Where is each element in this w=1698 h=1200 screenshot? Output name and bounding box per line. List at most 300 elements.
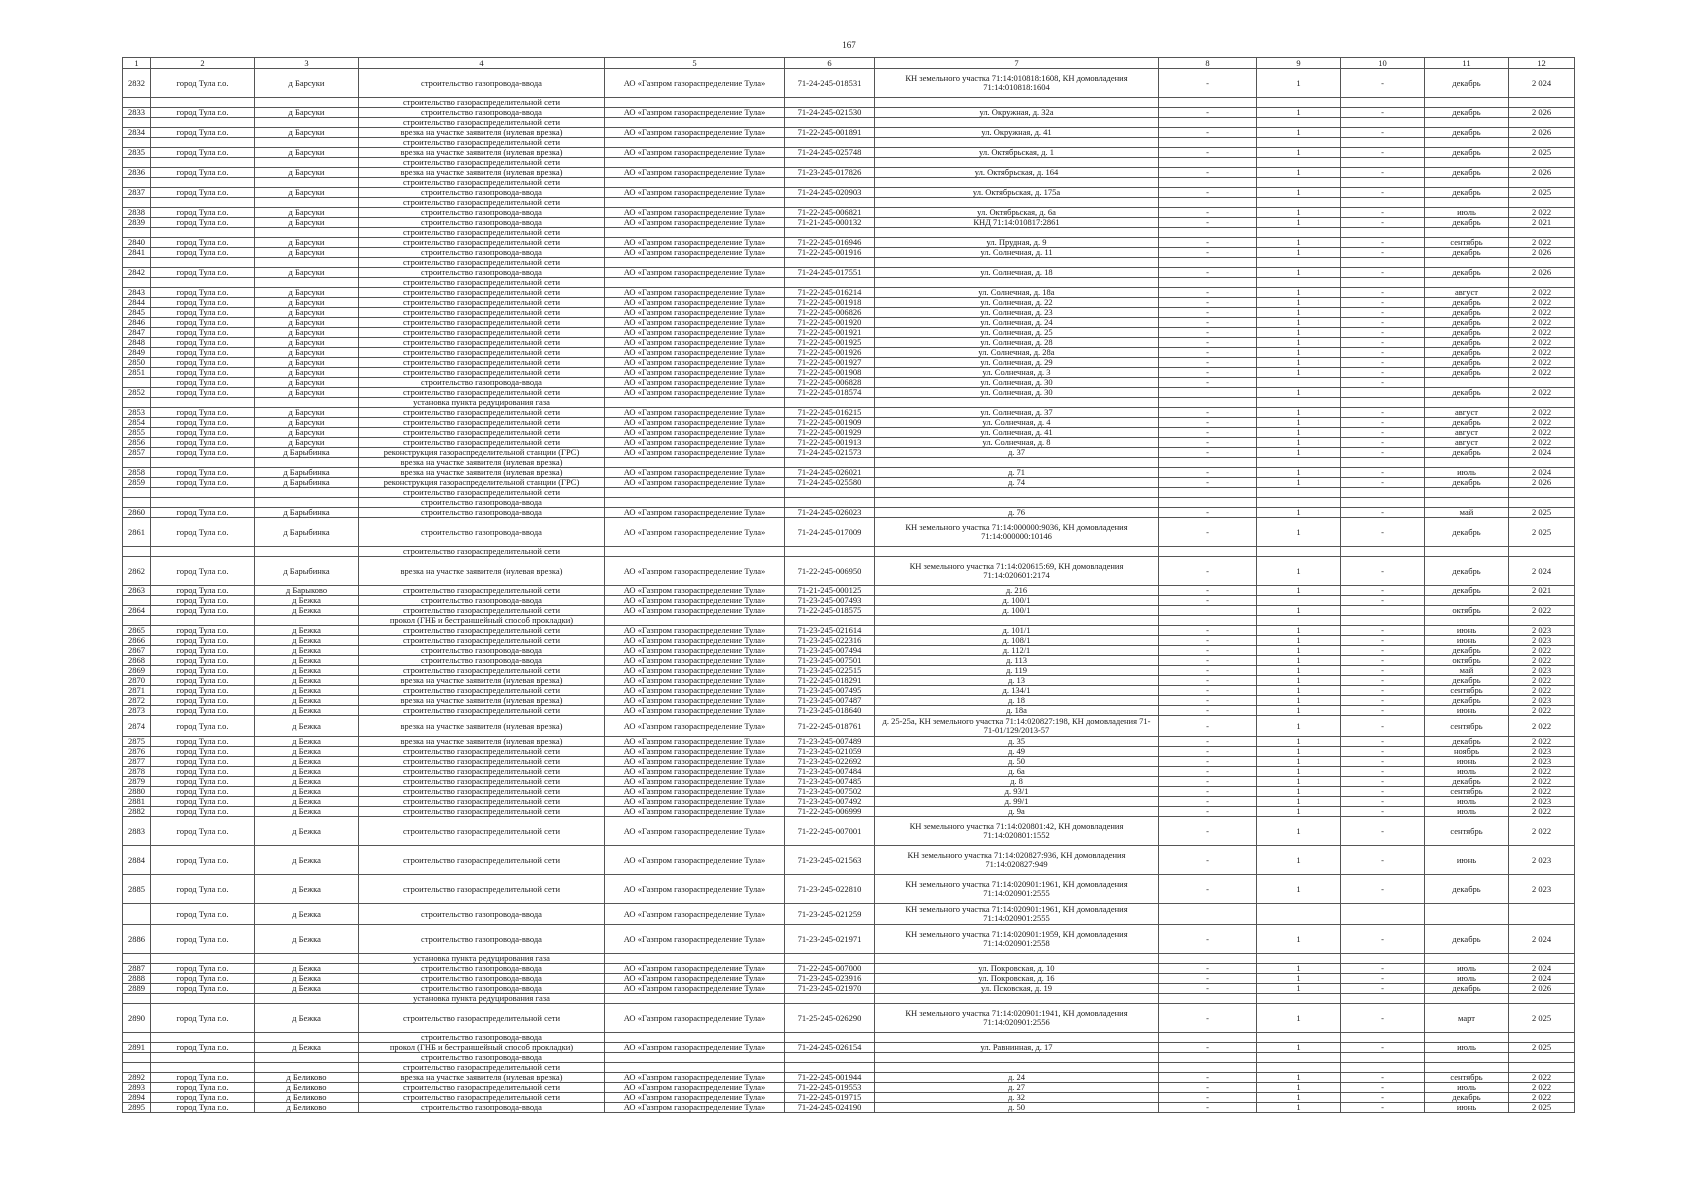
table-row (123, 428, 1575, 438)
table-row (123, 248, 1575, 258)
table-cell-col-4: строительство газораспределительной сети (359, 846, 605, 875)
table-cell-col-7: ул. Солнечная, д. 30 (875, 388, 1159, 398)
table-cell-col-12: 2 022 (1509, 358, 1575, 368)
table-cell-col-11: декабрь (1425, 218, 1509, 228)
table-row (123, 777, 1575, 787)
table-cell-col-8: - (1159, 737, 1257, 747)
table-cell-col-4: строительство газопровода-ввода (359, 378, 605, 388)
table-cell-col-11: декабрь (1425, 298, 1509, 308)
table-cell-col-6: 71-23-245-021563 (785, 846, 875, 875)
table-cell-col-4: врезка на участке заявителя (нулевая врезка) (359, 557, 605, 586)
table-cell-col-7 (875, 178, 1159, 188)
table-cell-col-5: АО «Газпром газораспределение Тула» (605, 557, 785, 586)
table-cell-col-11: декабрь (1425, 248, 1509, 258)
table-cell-col-8: - (1159, 478, 1257, 488)
table-cell-col-12: 2 022 (1509, 288, 1575, 298)
table-cell-col-4: врезка на участке заявителя (нулевая врезка) (359, 128, 605, 138)
table-cell-col-8 (1159, 458, 1257, 468)
table-cell-col-1 (123, 158, 151, 168)
table-cell-col-1: 2876 (123, 747, 151, 757)
table-cell-col-6: 71-22-245-001909 (785, 418, 875, 428)
table-cell-col-9: 1 (1257, 1103, 1341, 1113)
table-cell-col-2: город Тула г.о. (151, 448, 255, 458)
table-cell-col-11: декабрь (1425, 348, 1509, 358)
table-cell-col-12: 2 023 (1509, 636, 1575, 646)
table-cell-col-7: д. 216 (875, 586, 1159, 596)
table-cell-col-10: - (1341, 248, 1425, 258)
table-cell-col-7: д. 27 (875, 1083, 1159, 1093)
table-cell-col-8 (1159, 1063, 1257, 1073)
table-cell-col-1: 2882 (123, 807, 151, 817)
table-cell-col-12: 2 026 (1509, 108, 1575, 118)
table-cell-col-4: строительство газораспределительной сети (359, 747, 605, 757)
table-cell-col-5 (605, 198, 785, 208)
table-cell-col-1 (123, 616, 151, 626)
table-cell-col-12: 2 023 (1509, 747, 1575, 757)
table-cell-col-7: КН земельного участка 71:14:020901:1961, КН домовладения 71:14:020901:2555 (875, 904, 1159, 925)
table-cell-col-8 (1159, 158, 1257, 168)
table-cell-col-5 (605, 98, 785, 108)
table-cell-col-4: строительство газораспределительной сети (359, 298, 605, 308)
table-row (123, 388, 1575, 398)
table-cell-col-11 (1425, 158, 1509, 168)
table-cell-col-6 (785, 954, 875, 964)
table-cell-col-3: д Бежка (255, 904, 359, 925)
table-cell-col-3: д Бежка (255, 974, 359, 984)
table-cell-col-9: 1 (1257, 706, 1341, 716)
table-cell-col-2: город Тула г.о. (151, 308, 255, 318)
table-cell-col-10: - (1341, 636, 1425, 646)
table-cell-col-5: АО «Газпром газораспределение Тула» (605, 606, 785, 616)
table-cell-col-8: - (1159, 518, 1257, 547)
table-cell-col-12: 2 022 (1509, 318, 1575, 328)
table-cell-col-3: д Барсуки (255, 298, 359, 308)
table-cell-col-8: - (1159, 706, 1257, 716)
table-cell-col-5: АО «Газпром газораспределение Тула» (605, 508, 785, 518)
table-cell-col-2: город Тула г.о. (151, 1093, 255, 1103)
table-cell-col-10: - (1341, 1083, 1425, 1093)
table-cell-col-8 (1159, 228, 1257, 238)
table-cell-col-7: ул. Солнечная, д. 41 (875, 428, 1159, 438)
table-cell-col-1: 2889 (123, 984, 151, 994)
column-header: 10 (1341, 58, 1425, 69)
table-cell-col-4: строительство газораспределительной сети (359, 606, 605, 616)
table-cell-col-2: город Тула г.о. (151, 208, 255, 218)
table-cell-col-11: декабрь (1425, 168, 1509, 178)
table-cell-col-9: 1 (1257, 288, 1341, 298)
table-cell-col-4: строительство газораспределительной сети (359, 418, 605, 428)
column-header: 7 (875, 58, 1159, 69)
table-cell-col-8: - (1159, 148, 1257, 158)
table-cell-col-4: строительство газораспределительной сети (359, 767, 605, 777)
table-cell-col-7: д. 32 (875, 1093, 1159, 1103)
table-cell-col-9: 1 (1257, 767, 1341, 777)
table-cell-col-10: - (1341, 318, 1425, 328)
table-cell-col-1: 2881 (123, 797, 151, 807)
table-row (123, 148, 1575, 158)
table-cell-col-1 (123, 498, 151, 508)
table-cell-col-10: - (1341, 378, 1425, 388)
table-cell-col-4: строительство газораспределительной сети (359, 757, 605, 767)
table-cell-col-12 (1509, 488, 1575, 498)
table-row (123, 984, 1575, 994)
table-row (123, 108, 1575, 118)
table-cell-col-8: - (1159, 428, 1257, 438)
table-cell-col-10 (1341, 954, 1425, 964)
table-cell-col-9: 1 (1257, 318, 1341, 328)
table-cell-col-5 (605, 458, 785, 468)
table-cell-col-8 (1159, 258, 1257, 268)
table-cell-col-6: 71-24-245-025580 (785, 478, 875, 488)
table-cell-col-3: д Барсуки (255, 318, 359, 328)
table-cell-col-11: декабрь (1425, 1093, 1509, 1103)
column-header: 5 (605, 58, 785, 69)
table-row (123, 508, 1575, 518)
table-cell-col-8: - (1159, 1004, 1257, 1033)
table-cell-col-12: 2 023 (1509, 797, 1575, 807)
table-cell-col-11: декабрь (1425, 308, 1509, 318)
table-cell-col-5: АО «Газпром газораспределение Тула» (605, 747, 785, 757)
column-header: 11 (1425, 58, 1509, 69)
table-row (123, 964, 1575, 974)
table-cell-col-11 (1425, 904, 1509, 925)
table-cell-col-12 (1509, 258, 1575, 268)
table-cell-col-7: ул. Солнечная, д. 37 (875, 408, 1159, 418)
table-cell-col-10: - (1341, 757, 1425, 767)
table-cell-col-10: - (1341, 438, 1425, 448)
table-row (123, 438, 1575, 448)
table-cell-col-10: - (1341, 777, 1425, 787)
table-cell-col-7: КН земельного участка 71:14:010818:1608, КН домовладения 71:14:010818:1604 (875, 69, 1159, 98)
table-cell-col-3: д Барсуки (255, 328, 359, 338)
table-cell-col-11 (1425, 398, 1509, 408)
table-cell-col-8: - (1159, 974, 1257, 984)
table-cell-col-6 (785, 488, 875, 498)
table-cell-col-11 (1425, 138, 1509, 148)
table-cell-col-5: АО «Газпром газораспределение Тула» (605, 208, 785, 218)
table-cell-col-10: - (1341, 626, 1425, 636)
table-cell-col-5: АО «Газпром газораспределение Тула» (605, 904, 785, 925)
table-row (123, 418, 1575, 428)
table-cell-col-9: 1 (1257, 268, 1341, 278)
table-cell-col-1 (123, 596, 151, 606)
table-cell-col-7: д. 134/1 (875, 686, 1159, 696)
table-cell-col-6: 71-23-245-007494 (785, 646, 875, 656)
table-cell-col-2: город Тула г.о. (151, 606, 255, 616)
table-cell-col-10 (1341, 178, 1425, 188)
table-cell-col-7 (875, 458, 1159, 468)
table-cell-col-11: сентябрь (1425, 238, 1509, 248)
table-cell-col-7: ул. Солнечная, д. 28а (875, 348, 1159, 358)
table-cell-col-8 (1159, 994, 1257, 1004)
table-cell-col-9: 1 (1257, 368, 1341, 378)
column-header: 12 (1509, 58, 1575, 69)
table-cell-col-5: АО «Газпром газораспределение Тула» (605, 338, 785, 348)
table-cell-col-11: декабрь (1425, 338, 1509, 348)
table-cell-col-10: - (1341, 1073, 1425, 1083)
table-cell-col-5: АО «Газпром газораспределение Тула» (605, 308, 785, 318)
table-cell-col-7: ул. Солнечная, д. 23 (875, 308, 1159, 318)
table-cell-col-3: д Бежка (255, 925, 359, 954)
table-cell-col-9: 1 (1257, 448, 1341, 458)
table-cell-col-5: АО «Газпром газораспределение Тула» (605, 238, 785, 248)
table-cell-col-3: д Барсуки (255, 188, 359, 198)
table-row (123, 308, 1575, 318)
table-cell-col-7: д. 99/1 (875, 797, 1159, 807)
table-cell-col-10: - (1341, 348, 1425, 358)
table-cell-col-3: д Барыбинка (255, 478, 359, 488)
table-cell-col-3: д Бежка (255, 706, 359, 716)
table-cell-col-11: декабрь (1425, 128, 1509, 138)
table-cell-col-1: 2854 (123, 418, 151, 428)
table-cell-col-6: 71-22-245-001920 (785, 318, 875, 328)
table-cell-col-5 (605, 178, 785, 188)
table-cell-col-7 (875, 616, 1159, 626)
table-cell-col-2: город Тула г.о. (151, 69, 255, 98)
table-cell-col-8 (1159, 98, 1257, 108)
table-cell-col-12: 2 025 (1509, 1043, 1575, 1053)
table-cell-col-11 (1425, 458, 1509, 468)
column-header: 3 (255, 58, 359, 69)
table-row (123, 626, 1575, 636)
table-row (123, 468, 1575, 478)
table-cell-col-9: 1 (1257, 787, 1341, 797)
table-cell-col-5: АО «Газпром газораспределение Тула» (605, 767, 785, 777)
table-cell-col-7 (875, 138, 1159, 148)
table-cell-col-10 (1341, 904, 1425, 925)
table-cell-col-10 (1341, 398, 1425, 408)
table-cell-col-4: строительство газораспределительной сети (359, 178, 605, 188)
table-cell-col-8: - (1159, 1093, 1257, 1103)
table-cell-col-9: 1 (1257, 696, 1341, 706)
table-cell-col-9 (1257, 616, 1341, 626)
table-cell-col-12 (1509, 1033, 1575, 1043)
table-cell-col-9: 1 (1257, 518, 1341, 547)
table-cell-col-1: 2886 (123, 925, 151, 954)
table-cell-col-6: 71-23-245-007502 (785, 787, 875, 797)
table-cell-col-12 (1509, 398, 1575, 408)
table-cell-col-5 (605, 118, 785, 128)
table-cell-col-5 (605, 616, 785, 626)
table-cell-col-5: АО «Газпром газораспределение Тула» (605, 318, 785, 328)
table-cell-col-10 (1341, 458, 1425, 468)
table-cell-col-12: 2 023 (1509, 875, 1575, 904)
table-cell-col-10: - (1341, 656, 1425, 666)
table-cell-col-9: 1 (1257, 1004, 1341, 1033)
table-cell-col-3: д Барсуки (255, 358, 359, 368)
table-cell-col-2: город Тула г.о. (151, 188, 255, 198)
table-cell-col-10: - (1341, 128, 1425, 138)
table-cell-col-5: АО «Газпром газораспределение Тула» (605, 248, 785, 258)
table-cell-col-12: 2 022 (1509, 646, 1575, 656)
table-cell-col-4: строительство газопровода-ввода (359, 518, 605, 547)
table-row (123, 268, 1575, 278)
table-cell-col-7: д. 119 (875, 666, 1159, 676)
table-cell-col-6: 71-23-245-007484 (785, 767, 875, 777)
table-cell-col-7: д. 18 (875, 696, 1159, 706)
table-cell-col-1: 2847 (123, 328, 151, 338)
table-cell-col-10: - (1341, 706, 1425, 716)
table-cell-col-12: 2 024 (1509, 557, 1575, 586)
table-cell-col-10 (1341, 616, 1425, 626)
table-cell-col-5: АО «Газпром газораспределение Тула» (605, 478, 785, 488)
table-cell-col-9: 1 (1257, 248, 1341, 258)
table-cell-col-7: ул. Солнечная, д. 28 (875, 338, 1159, 348)
column-header: 8 (1159, 58, 1257, 69)
table-cell-col-2: город Тула г.о. (151, 128, 255, 138)
table-cell-col-10: - (1341, 974, 1425, 984)
table-cell-col-7 (875, 498, 1159, 508)
table-cell-col-3: д Барсуки (255, 69, 359, 98)
table-cell-col-12: 2 024 (1509, 925, 1575, 954)
table-cell-col-7 (875, 994, 1159, 1004)
table-cell-col-12: 2 022 (1509, 388, 1575, 398)
table-cell-col-6: 71-23-245-021970 (785, 984, 875, 994)
table-cell-col-7: ул. Солнечная, д. 29 (875, 358, 1159, 368)
table-cell-col-11 (1425, 278, 1509, 288)
table-cell-col-9: 1 (1257, 468, 1341, 478)
table-cell-col-8: - (1159, 875, 1257, 904)
table-cell-col-9: 1 (1257, 218, 1341, 228)
table-cell-col-7: д. 24 (875, 1073, 1159, 1083)
table-cell-col-6 (785, 278, 875, 288)
table-cell-col-3: д Беликово (255, 1083, 359, 1093)
table-cell-col-4: строительство газораспределительной сети (359, 438, 605, 448)
table-cell-col-3 (255, 458, 359, 468)
table-cell-col-10: - (1341, 797, 1425, 807)
table-cell-col-9 (1257, 547, 1341, 557)
table-cell-col-6: 71-23-245-007495 (785, 686, 875, 696)
column-header: 4 (359, 58, 605, 69)
table-cell-col-2: город Тула г.о. (151, 557, 255, 586)
table-cell-col-7 (875, 228, 1159, 238)
table-cell-col-9 (1257, 198, 1341, 208)
table-cell-col-11: декабрь (1425, 518, 1509, 547)
table-cell-col-5: АО «Газпром газораспределение Тула» (605, 596, 785, 606)
table-row (123, 98, 1575, 108)
table-cell-col-1: 2895 (123, 1103, 151, 1113)
table-cell-col-7: д. 76 (875, 508, 1159, 518)
table-cell-col-8: - (1159, 797, 1257, 807)
table-cell-col-5: АО «Газпром газораспределение Тула» (605, 636, 785, 646)
table-cell-col-11: декабрь (1425, 696, 1509, 706)
table-cell-col-4: врезка на участке заявителя (нулевая врезка) (359, 716, 605, 737)
table-cell-col-4: строительство газораспределительной сети (359, 318, 605, 328)
table-cell-col-2: город Тула г.о. (151, 238, 255, 248)
table-cell-col-9: 1 (1257, 797, 1341, 807)
table-cell-col-6 (785, 1063, 875, 1073)
table-cell-col-3: д Барсуки (255, 238, 359, 248)
table-cell-col-7: КН земельного участка 71:14:020901:1959, КН домовладения 71:14:020901:2558 (875, 925, 1159, 954)
table-cell-col-9: 1 (1257, 777, 1341, 787)
table-row (123, 408, 1575, 418)
table-cell-col-2: город Тула г.о. (151, 298, 255, 308)
table-cell-col-11: июль (1425, 807, 1509, 817)
table-cell-col-10: - (1341, 686, 1425, 696)
table-cell-col-10: - (1341, 646, 1425, 656)
table-row (123, 188, 1575, 198)
table-cell-col-5: АО «Газпром газораспределение Тула» (605, 696, 785, 706)
table-cell-col-10 (1341, 388, 1425, 398)
table-cell-col-6: 71-22-245-001944 (785, 1073, 875, 1083)
table-cell-col-1: 2845 (123, 308, 151, 318)
table-cell-col-9: 1 (1257, 716, 1341, 737)
table-row (123, 1083, 1575, 1093)
table-cell-col-1 (123, 398, 151, 408)
table-cell-col-1: 2860 (123, 508, 151, 518)
table-cell-col-3: д Бежка (255, 626, 359, 636)
table-cell-col-8: - (1159, 298, 1257, 308)
table-cell-col-6 (785, 616, 875, 626)
table-cell-col-3: д Барсуки (255, 288, 359, 298)
table-cell-col-6: 71-22-245-001926 (785, 348, 875, 358)
table-cell-col-3 (255, 1053, 359, 1063)
table-cell-col-9: 1 (1257, 168, 1341, 178)
table-cell-col-12 (1509, 178, 1575, 188)
table-cell-col-11: сентябрь (1425, 716, 1509, 737)
table-cell-col-11 (1425, 1053, 1509, 1063)
table-cell-col-2: город Тула г.о. (151, 428, 255, 438)
table-cell-col-10: - (1341, 338, 1425, 348)
table-cell-col-10: - (1341, 69, 1425, 98)
table-cell-col-12 (1509, 118, 1575, 128)
table-row (123, 606, 1575, 616)
table-cell-col-7: ул. Октябрьская, д. 6а (875, 208, 1159, 218)
table-cell-col-12 (1509, 98, 1575, 108)
table-cell-col-9: 1 (1257, 757, 1341, 767)
table-cell-col-9: 1 (1257, 328, 1341, 338)
table-cell-col-1 (123, 458, 151, 468)
table-cell-col-1 (123, 904, 151, 925)
table-cell-col-12: 2 023 (1509, 846, 1575, 875)
table-row (123, 636, 1575, 646)
table-cell-col-12: 2 022 (1509, 368, 1575, 378)
table-cell-col-4: строительство газораспределительной сети (359, 797, 605, 807)
table-cell-col-8: - (1159, 757, 1257, 767)
table-cell-col-9 (1257, 498, 1341, 508)
table-row (123, 118, 1575, 128)
table-cell-col-12: 2 022 (1509, 737, 1575, 747)
table-cell-col-9 (1257, 378, 1341, 388)
table-cell-col-12 (1509, 278, 1575, 288)
table-cell-col-11: декабрь (1425, 737, 1509, 747)
table-cell-col-12: 2 022 (1509, 787, 1575, 797)
table-cell-col-3: д Бежка (255, 596, 359, 606)
table-cell-col-10: - (1341, 408, 1425, 418)
table-cell-col-3 (255, 1063, 359, 1073)
table-cell-col-3: д Барсуки (255, 208, 359, 218)
table-cell-col-11 (1425, 596, 1509, 606)
table-cell-col-8 (1159, 198, 1257, 208)
table-cell-col-6: 71-23-245-007501 (785, 656, 875, 666)
table-cell-col-3: д Барсуки (255, 338, 359, 348)
table-row (123, 747, 1575, 757)
table-cell-col-5: АО «Газпром газораспределение Тула» (605, 964, 785, 974)
table-cell-col-12: 2 023 (1509, 757, 1575, 767)
table-cell-col-2: город Тула г.о. (151, 666, 255, 676)
table-cell-col-2: город Тула г.о. (151, 846, 255, 875)
table-cell-col-4: строительство газораспределительной сети (359, 228, 605, 238)
table-cell-col-8: - (1159, 767, 1257, 777)
table-cell-col-2: город Тула г.о. (151, 248, 255, 258)
table-cell-col-2: город Тула г.о. (151, 1073, 255, 1083)
table-cell-col-2: город Тула г.о. (151, 747, 255, 757)
table-cell-col-8: - (1159, 128, 1257, 138)
table-cell-col-7: д. 50 (875, 757, 1159, 767)
table-cell-col-11: июнь (1425, 1103, 1509, 1113)
table-cell-col-1: 2858 (123, 468, 151, 478)
table-cell-col-5: АО «Газпром газораспределение Тула» (605, 518, 785, 547)
